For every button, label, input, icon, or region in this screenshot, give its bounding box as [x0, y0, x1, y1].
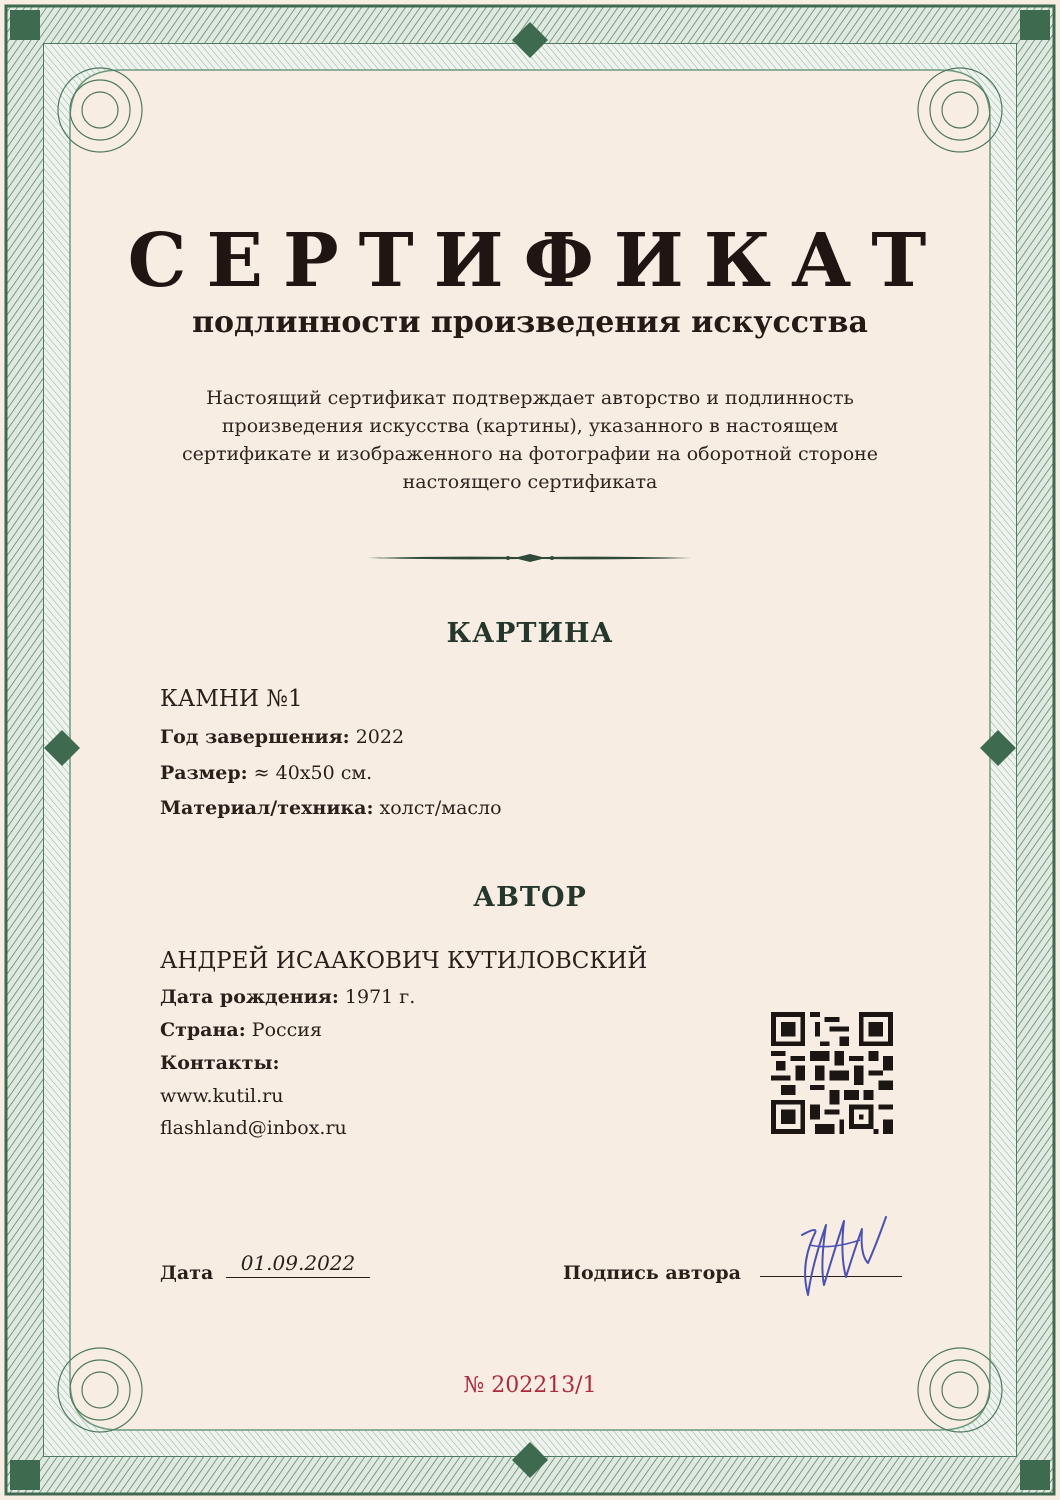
author-birth-row [160, 986, 415, 1008]
author-country-label: Страна: [160, 1019, 246, 1041]
ornament-divider [368, 548, 692, 568]
painting-size-label: Размер: [160, 762, 248, 784]
certificate-title: СЕРТИФИКАТ [127, 218, 947, 304]
painting-year-label: Год завершения: [160, 726, 350, 748]
signature-label: Подпись автора [563, 1262, 741, 1284]
painting-material-row [160, 797, 502, 819]
painting-material-label: Материал/техника: [160, 797, 374, 819]
certificate-number: № 202213/1 [463, 1373, 597, 1398]
author-signature [790, 1205, 900, 1315]
author-country-value: Россия [251, 1019, 322, 1041]
author-birth-value: 1971 г. [344, 986, 416, 1008]
author-birth-label: Дата рождения: [160, 986, 339, 1008]
author-website-link[interactable]: www.kutil.ru [160, 1085, 284, 1107]
author-contacts-label [160, 1052, 280, 1074]
author-email-link[interactable]: flashland@inbox.ru [160, 1117, 347, 1139]
painting-size-value: ≈ 40x50 см. [253, 762, 373, 784]
date-label: Дата [160, 1262, 214, 1284]
painting-name: КАМНИ №1 [160, 686, 303, 712]
author-country-row [160, 1019, 322, 1041]
author-heading: АВТОР [473, 882, 587, 913]
intro-paragraph: Настоящий сертификат подтверждает авторство и подлинность произведения искусства (картины), указанного в настоящем сертификате и изображенного на фотографии на оборотной стороне настоящего сертификата [181, 387, 879, 493]
contacts-label-text: Контакты: [160, 1052, 280, 1074]
painting-year-value: 2022 [355, 726, 405, 748]
painting-year-row [160, 726, 404, 748]
certificate-subtitle: подлинности произведения искусства [192, 305, 868, 340]
painting-size-row [160, 762, 372, 784]
painting-material-value: холст/масло [379, 797, 502, 819]
qr-code[interactable] [771, 1012, 893, 1134]
author-name: АНДРЕЙ ИСААКОВИЧ КУТИЛОВСКИЙ [160, 948, 648, 974]
painting-heading: КАРТИНА [446, 618, 614, 649]
date-value: 01.09.2022 [226, 1251, 370, 1278]
